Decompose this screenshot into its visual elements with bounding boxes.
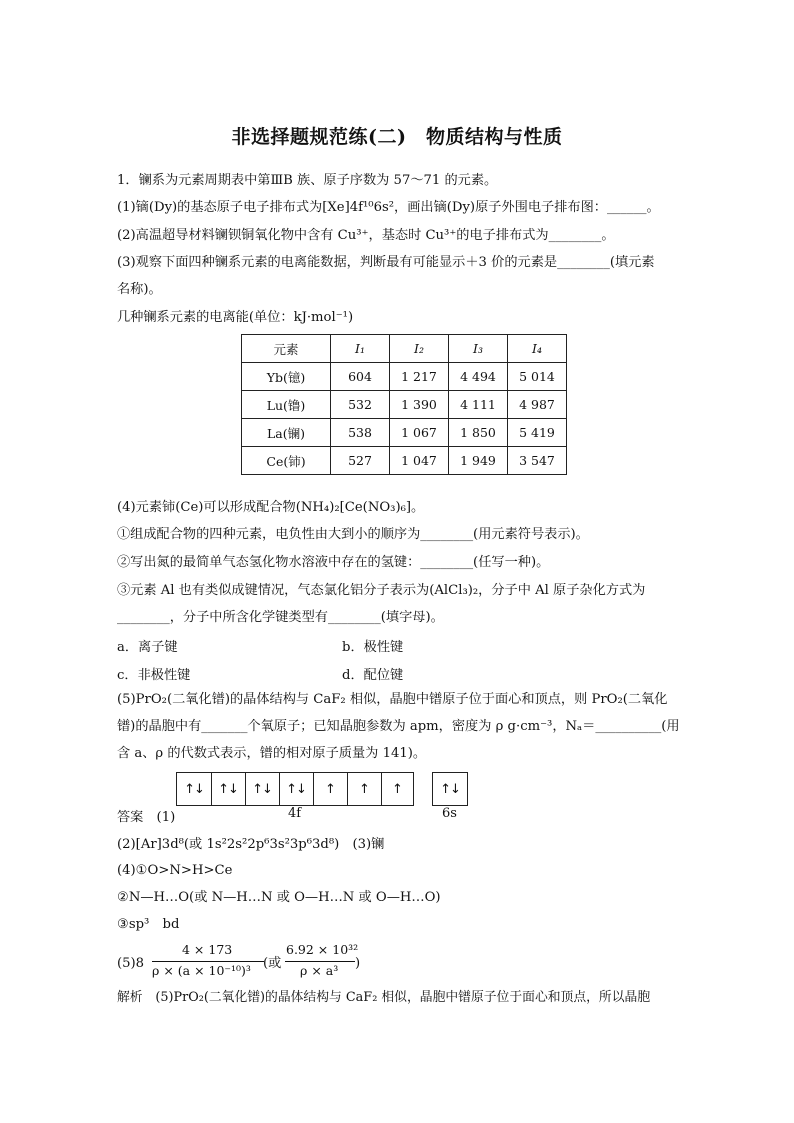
orbital-box: ↑↓: [440, 781, 460, 797]
fraction-bar-2: [285, 961, 355, 962]
orbital-box: ↑↓: [211, 773, 246, 805]
answer-label: 答案 (1): [117, 810, 176, 825]
orbital-box: ↑: [313, 773, 348, 805]
answer-part-5-prefix: (5)8: [117, 956, 145, 971]
table-cell: 1 949: [449, 447, 508, 475]
fraction-denominator-1: ρ × (a × 10⁻¹⁰)³: [152, 963, 251, 978]
table-row: [242, 419, 567, 447]
table-cell: 4 111: [449, 391, 508, 419]
table-cell: 532: [331, 391, 390, 419]
table-row: [242, 363, 567, 391]
orbital-box: ↑↓: [177, 773, 212, 805]
question-part-5-line1: (5)PrO₂(二氧化镨)的晶体结构与 CaF₂ 相似，晶胞中镨原子位于面心和顶点，则 PrO₂(二氧化: [117, 692, 668, 707]
table-cell: 3 547: [508, 447, 567, 475]
question-part-3-line1: (3)观察下面四种镧系元素的电离能数据，判断最有可能显示＋3 价的元素是________(填元素: [117, 255, 655, 270]
table-cell: 527: [331, 447, 390, 475]
table-cell: 5 419: [508, 419, 567, 447]
fraction-numerator-2: 6.92 × 10³²: [286, 942, 359, 957]
answer-part-4-1: (4)①O>N>H>Ce: [117, 863, 233, 878]
orbital-box: ↑↓: [245, 773, 280, 805]
question-part-5-line2: 镨)的晶胞中有_______个氧原子；已知晶胞参数为 apm，密度为 ρ g·cm⁻³，Nₐ＝__________(用: [117, 719, 680, 734]
table-cell: 5 014: [508, 363, 567, 391]
ionization-energy-table: [241, 334, 567, 475]
table-cell: Lu(镥): [242, 391, 331, 419]
answer-part-4-3: ③sp³ bd: [117, 917, 180, 932]
fraction-numerator-1: 4 × 173: [182, 942, 233, 957]
table-header-cell: I₄: [508, 335, 567, 363]
answer-part-5-or: (或: [263, 956, 282, 971]
table-cell: 1 850: [449, 419, 508, 447]
table-cell: 1 067: [390, 419, 449, 447]
orbital-box: ↑: [392, 781, 402, 797]
question-part-5-line3: 含 a、ρ 的代数式表示，镨的相对原子质量为 141)。: [117, 746, 427, 761]
orbital-label-6s: 6s: [442, 806, 457, 821]
answer-part-5-close: ): [355, 956, 361, 971]
table-cell: 4 494: [449, 363, 508, 391]
question-part-4-3-line1: ③元素 Al 也有类似成键情况，气态氯化铝分子表示为(AlCl₃)₂，分子中 Al 原子杂化方式为: [117, 583, 646, 598]
answer-part-2-3: (2)[Ar]3d⁸(或 1s²2s²2p⁶3s²3p⁶3d⁸) (3)镧: [117, 837, 385, 852]
table-cell: 4 987: [508, 391, 567, 419]
option-c: c．非极性键: [117, 668, 191, 683]
table-row: [242, 447, 567, 475]
option-d: d．配位键: [342, 668, 404, 683]
question-part-4: (4)元素铈(Ce)可以形成配合物(NH₄)₂[Ce(NO₃)₆]。: [117, 500, 425, 515]
orbital-label-4f: 4f: [288, 806, 302, 821]
question-part-2: (2)高温超导材料镧钡铜氧化物中含有 Cu³⁺，基态时 Cu³⁺的电子排布式为________。: [117, 228, 615, 243]
question-intro: 1．镧系为元素周期表中第ⅢB 族、原子序数为 57～71 的元素。: [117, 173, 498, 188]
option-a: a．离子键: [117, 640, 178, 655]
table-caption: 几种镧系元素的电离能(单位：kJ·mol⁻¹): [117, 310, 354, 325]
table-header-cell: I₃: [449, 335, 508, 363]
question-part-4-3-line2: ________，分子中所含化学键类型有________(填字母)。: [117, 610, 444, 625]
table-cell: 1 047: [390, 447, 449, 475]
table-cell: 1 217: [390, 363, 449, 391]
table-header-cell: 元素: [242, 335, 331, 363]
table-cell: Yb(镱): [242, 363, 331, 391]
table-row: [242, 391, 567, 419]
table-cell: 1 390: [390, 391, 449, 419]
orbital-box: ↑↓: [279, 773, 314, 805]
page-title: 非选择题规范练(二) 物质结构与性质: [231, 126, 563, 148]
table-cell: 604: [331, 363, 390, 391]
question-part-4-1: ①组成配合物的四种元素，电负性由大到小的顺序为________(用元素符号表示)。: [117, 527, 589, 542]
table-cell: La(镧): [242, 419, 331, 447]
option-b: b．极性键: [342, 640, 404, 655]
table-header-cell: I₂: [390, 335, 449, 363]
fraction-bar-1: [152, 961, 264, 962]
analysis-text: 解析 (5)PrO₂(二氧化镨)的晶体结构与 CaF₂ 相似，晶胞中镨原子位于面心和顶点，所以晶胞: [117, 990, 651, 1005]
fraction-denominator-2: ρ × a³: [300, 963, 339, 978]
orbital-diagram-6s: [432, 772, 468, 806]
table-header-row: [242, 335, 567, 363]
orbital-diagram-4f: [176, 772, 414, 806]
answer-part-4-2: ②N—H…O(或 N—H…N 或 O—H…N 或 O—H…O): [117, 890, 441, 905]
question-part-4-2: ②写出氮的最简单气态氢化物水溶液中存在的氢键：________(任写一种)。: [117, 555, 550, 570]
table-header-cell: I₁: [331, 335, 390, 363]
question-part-1: (1)镝(Dy)的基态原子电子排布式为[Xe]4f¹⁰6s²，画出镝(Dy)原子外围电子排布图：______。: [117, 200, 660, 215]
orbital-box: ↑: [347, 773, 382, 805]
question-part-3-line2: 名称)。: [117, 282, 162, 297]
table-cell: Ce(铈): [242, 447, 331, 475]
table-cell: 538: [331, 419, 390, 447]
